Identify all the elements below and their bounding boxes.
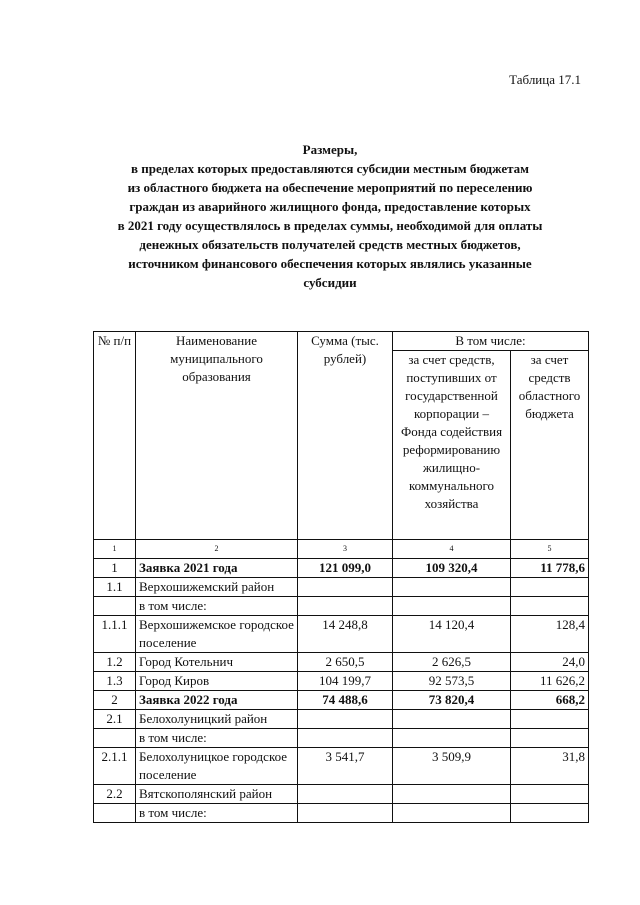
row-sum-cell	[298, 804, 393, 823]
header-num: № п/п	[94, 332, 136, 540]
header-including: В том числе:	[393, 332, 589, 351]
title-line: граждан из аварийного жилищного фонда, предоставление которых	[129, 199, 531, 214]
header-name: Наименование муниципального образования	[136, 332, 298, 540]
column-number-row	[94, 540, 589, 559]
title-line: субсидии	[303, 275, 357, 290]
table-row	[94, 691, 589, 710]
row-name-cell: в том числе:	[136, 597, 298, 616]
row-sum-cell: 3 541,7	[298, 748, 393, 785]
column-number: 1	[94, 540, 136, 559]
table-row	[94, 653, 589, 672]
column-number: 2	[136, 540, 298, 559]
table-row	[94, 616, 589, 653]
row-number-cell: 2.1.1	[94, 748, 136, 785]
table-row	[94, 597, 589, 616]
row-regional-cell	[511, 729, 589, 748]
table-row	[94, 578, 589, 597]
row-number-cell: 1.3	[94, 672, 136, 691]
row-regional-cell: 24,0	[511, 653, 589, 672]
table-row	[94, 710, 589, 729]
row-regional-cell	[511, 578, 589, 597]
row-fund-cell: 3 509,9	[393, 748, 511, 785]
title-line: в 2021 году осуществлялось в пределах суммы, необходимой для оплаты	[117, 218, 543, 233]
title-line: из областного бюджета на обеспечение мероприятий по переселению	[127, 180, 533, 195]
row-fund-cell: 92 573,5	[393, 672, 511, 691]
row-number-cell: 2.1	[94, 710, 136, 729]
title-line: в пределах которых предоставляются субсидии местным бюджетам	[130, 161, 530, 176]
row-regional-cell: 11 778,6	[511, 559, 589, 578]
table-row	[94, 672, 589, 691]
row-sum-cell	[298, 578, 393, 597]
table-row	[94, 785, 589, 804]
row-sum-cell: 2 650,5	[298, 653, 393, 672]
title-line: источником финансового обеспечения которых являлись указанные	[128, 256, 532, 271]
column-number: 4	[393, 540, 511, 559]
row-name-cell: Верхошижемское городское поселение	[136, 616, 298, 653]
row-sum-cell	[298, 785, 393, 804]
row-number-cell: 1.1	[94, 578, 136, 597]
header-row	[94, 332, 589, 351]
row-fund-cell: 73 820,4	[393, 691, 511, 710]
row-name-cell: Вятскополянский район	[136, 785, 298, 804]
row-sum-cell: 121 099,0	[298, 559, 393, 578]
header-sum: Сумма (тыс. рублей)	[298, 332, 393, 540]
row-name-cell: Заявка 2022 года	[136, 691, 298, 710]
row-fund-cell: 109 320,4	[393, 559, 511, 578]
row-sum-cell	[298, 729, 393, 748]
row-regional-cell	[511, 710, 589, 729]
row-number-cell: 1.1.1	[94, 616, 136, 653]
row-fund-cell: 14 120,4	[393, 616, 511, 653]
table-row	[94, 748, 589, 785]
row-sum-cell: 74 488,6	[298, 691, 393, 710]
row-number-cell: 1.2	[94, 653, 136, 672]
row-fund-cell	[393, 729, 511, 748]
row-number-cell: 2	[94, 691, 136, 710]
row-fund-cell	[393, 785, 511, 804]
row-regional-cell: 31,8	[511, 748, 589, 785]
table-row	[94, 804, 589, 823]
row-name-cell: Белохолуницкое городское поселение	[136, 748, 298, 785]
row-fund-cell: 2 626,5	[393, 653, 511, 672]
row-name-cell: Заявка 2021 года	[136, 559, 298, 578]
title-line: Размеры,	[302, 142, 358, 157]
row-name-cell: Город Котельнич	[136, 653, 298, 672]
row-sum-cell	[298, 597, 393, 616]
row-name-cell: Белохолуницкий район	[136, 710, 298, 729]
row-sum-cell: 14 248,8	[298, 616, 393, 653]
column-number: 3	[298, 540, 393, 559]
row-regional-cell	[511, 597, 589, 616]
header-fund: за счет средств, поступивших от государственной корпорации – Фонда содействия реформированию жилищно-коммунального хозяйства	[393, 351, 511, 540]
row-sum-cell	[298, 710, 393, 729]
row-regional-cell: 668,2	[511, 691, 589, 710]
table-number: Таблица 17.1	[509, 72, 581, 87]
row-regional-cell: 11 626,2	[511, 672, 589, 691]
table-row	[94, 559, 589, 578]
table-row	[94, 729, 589, 748]
row-number-cell	[94, 729, 136, 748]
title-line: денежных обязательств получателей средств местных бюджетов,	[139, 237, 521, 252]
row-sum-cell: 104 199,7	[298, 672, 393, 691]
row-fund-cell	[393, 597, 511, 616]
document-title	[80, 140, 580, 292]
column-number: 5	[511, 540, 589, 559]
row-number-cell	[94, 804, 136, 823]
row-number-cell: 1	[94, 559, 136, 578]
header-regional: за счет средств областного бюджета	[511, 351, 589, 540]
row-number-cell	[94, 597, 136, 616]
row-name-cell: в том числе:	[136, 804, 298, 823]
row-name-cell: в том числе:	[136, 729, 298, 748]
row-regional-cell	[511, 804, 589, 823]
row-name-cell: Верхошижемский район	[136, 578, 298, 597]
row-fund-cell	[393, 804, 511, 823]
row-fund-cell	[393, 578, 511, 597]
subsidies-table	[93, 331, 589, 823]
row-fund-cell	[393, 710, 511, 729]
row-name-cell: Город Киров	[136, 672, 298, 691]
row-regional-cell: 128,4	[511, 616, 589, 653]
row-number-cell: 2.2	[94, 785, 136, 804]
row-regional-cell	[511, 785, 589, 804]
